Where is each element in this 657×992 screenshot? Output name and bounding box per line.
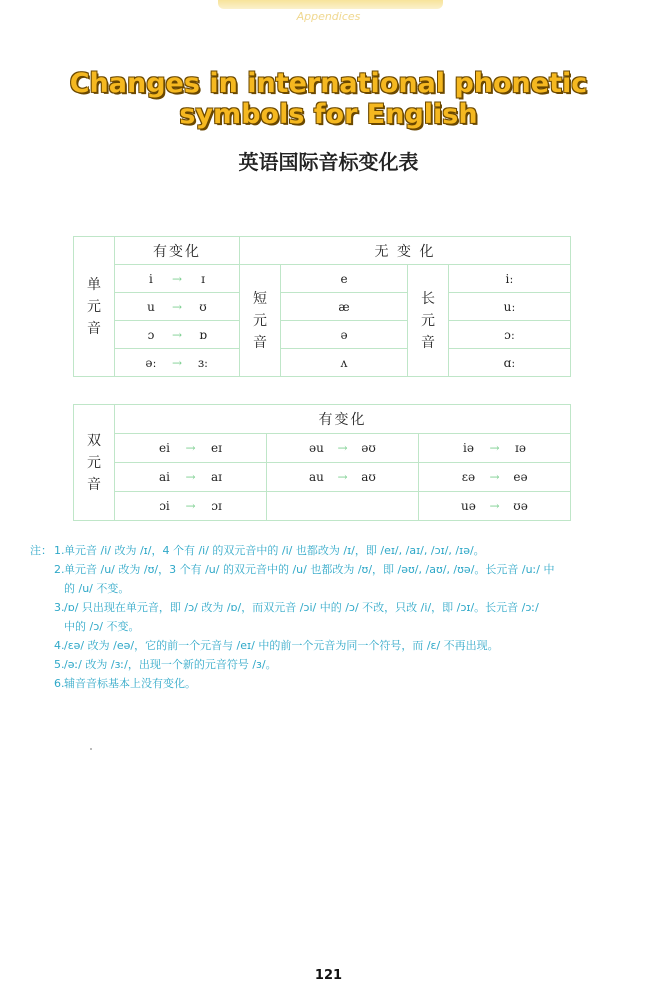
table-row [74,265,571,293]
arrow-icon: → [337,470,348,484]
table-row [74,321,571,349]
changed-pair: əː → ɜː [115,349,240,377]
long-vowel: ɑː [449,349,571,377]
changed-pair: u → ʊ [115,293,240,321]
page-number: 121 [314,968,343,983]
diphthong-table [73,404,571,521]
monophthong-table [73,236,571,377]
diphthong-pair: ɛə → eə [419,463,571,492]
table-row [74,349,571,377]
monophthong-side-label: 单 元 音 [74,237,115,377]
diphthong-pair: ai → aɪ [115,463,267,492]
table-row [74,492,571,521]
note-item: 3. /ɒ/ 只出现在单元音，即 /ɔ/ 改为 /ɒ/，而双元音 /ɔi/ 中的 /ɔ/ 不改，只改 /i/，即 /ɔɪ/。长元音 /ɔː/ 中的 /ɔ/ 不变。 [54,601,539,633]
section-header-tab [0,0,657,32]
arrow-icon: → [489,441,500,455]
arrow-icon: → [171,271,183,286]
arrow-icon: → [171,327,183,342]
arrow-icon: → [171,299,183,314]
note-item: 2. 单元音 /u/ 改为 /ʊ/，3 个有 /u/ 的双元音中的 /u/ 也都改为 /ʊ/，即 /əʊ/, /aʊ/, /ʊə/。长元音 /uː/ 中 的 /u/ 不变。 [54,563,555,595]
stray-dot [90,748,92,750]
short-vowel: e [281,265,408,293]
arrow-icon: → [337,441,348,455]
diphthong-pair: ei → eɪ [115,434,267,463]
arrow-icon: → [489,470,500,484]
long-vowel: iː [449,265,571,293]
arrow-icon: → [489,499,500,513]
diphthong-side-label: 双 元 音 [74,405,115,521]
title-line-2: symbols for English [179,99,478,130]
title-line-1: Changes in international phonetic [69,68,588,99]
header-tab-bar [218,0,443,9]
table-row [74,293,571,321]
arrow-icon: → [185,499,196,513]
page-title-chinese: 英语国际音标变化表 [238,150,419,174]
diphthong-pair: ɔi → ɔɪ [115,492,267,521]
note-item: 6. 辅音音标基本上没有变化。 [54,677,196,690]
diphthong-empty-cell [267,492,419,521]
short-vowel: ʌ [281,349,408,377]
long-vowel-label: 长 元 音 [408,265,449,377]
arrow-icon: → [171,355,183,370]
short-vowel: ə [281,321,408,349]
unchanged-header: 无 变 化 [240,237,571,265]
diphthong-pair: əu → əʊ [267,434,419,463]
notes-lead: 注： [30,544,52,557]
arrow-icon: → [185,441,196,455]
diphthong-pair: iə → ɪə [419,434,571,463]
changed-header: 有变化 [115,237,240,265]
short-vowel: æ [281,293,408,321]
arrow-icon: → [185,470,196,484]
table-row [74,463,571,492]
notes-section [30,541,630,693]
diphthong-header: 有变化 [115,405,571,434]
page-title-english [0,68,657,130]
table-row [74,434,571,463]
diphthong-pair: au → aʊ [267,463,419,492]
note-item: 4. /ɛə/ 改为 /eə/，它的前一个元音与 /eɪ/ 中的前一个元音为同一个符号，而 /ɛ/ 不再出现。 [54,639,499,652]
changed-pair: i → ɪ [115,265,240,293]
short-vowel-label: 短 元 音 [240,265,281,377]
changed-pair: ɔ → ɒ [115,321,240,349]
long-vowel: ɔː [449,321,571,349]
note-item: 5. /əː/ 改为 /ɜː/，出现一个新的元音符号 /ɜ/。 [54,658,277,671]
long-vowel: uː [449,293,571,321]
note-item: 注： 1. 单元音 /i/ 改为 /ɪ/，4 个有 /i/ 的双元音中的 /i/ 也都改为 /ɪ/，即 /eɪ/, /aɪ/, /ɔɪ/, /ɪə/。 [30,541,630,560]
diphthong-pair: uə → ʊə [419,492,571,521]
section-label: Appendices [296,10,361,23]
